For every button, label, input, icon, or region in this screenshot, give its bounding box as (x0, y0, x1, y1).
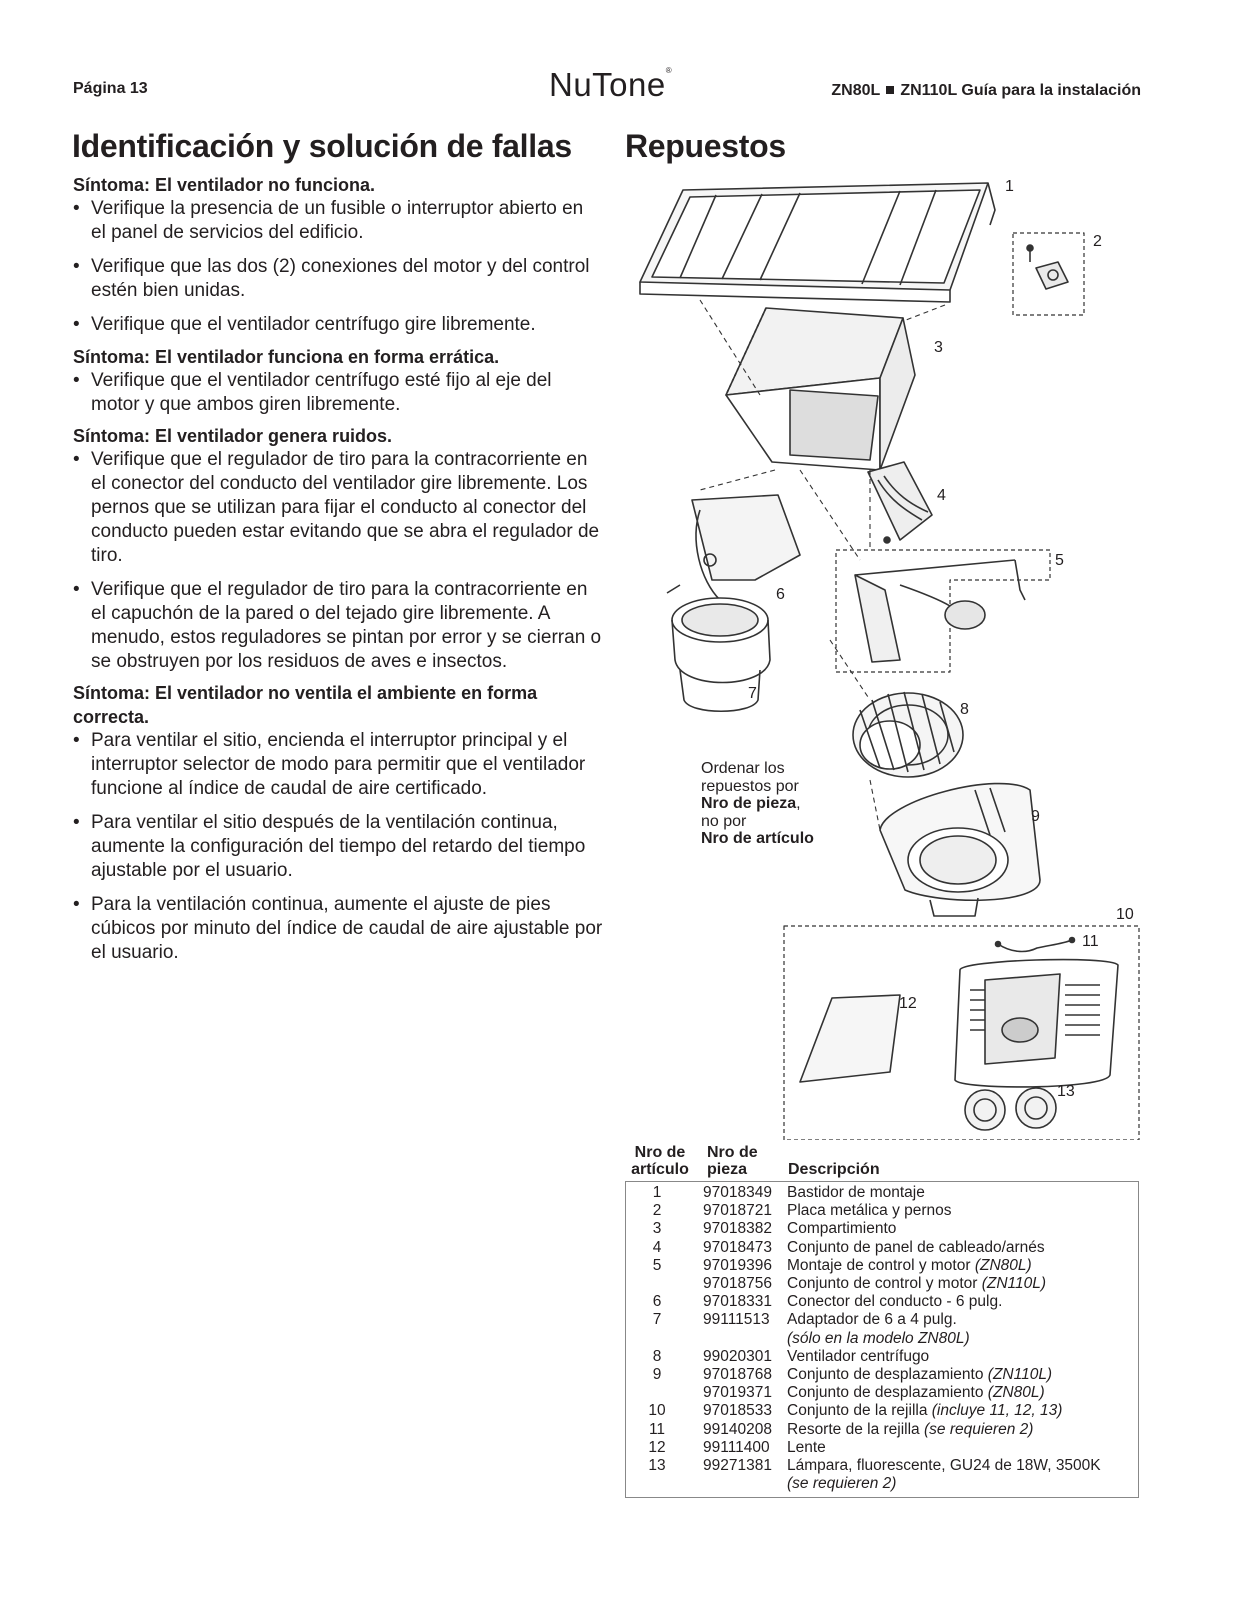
part-description (787, 1439, 826, 1457)
table-row (625, 1439, 1139, 1457)
symptom-4: Síntoma: El ventilador no ventila el ambiente en forma correcta. (73, 683, 538, 727)
part-description-text: Conector del conducto - 6 pulg. (787, 1293, 1003, 1311)
part-description-note: (ZN110L) (987, 1366, 1053, 1383)
part-description-note: (sólo en la modelo ZN80L) (787, 1329, 970, 1347)
document-title (831, 82, 1141, 100)
table-row (625, 1475, 1139, 1493)
table-row (625, 1239, 1139, 1257)
part-description-text: Adaptador de 6 a 4 pulg. (787, 1311, 957, 1329)
callout-11: 11 (1082, 933, 1099, 950)
table-row (625, 1366, 1139, 1384)
bullet-3-1: • Verifique que el regulador de tiro para la contracorriente en el conector del conducto del ventilador gire libremente. Los pernos que se utilizan para fijar el conducto al conector del conducto pueden estar evitando que se abra el regulador de tiro. (73, 448, 603, 568)
col-header-item-line-1: Nro de (634, 1144, 686, 1161)
part-description-text: Placa metálica y pernos (787, 1202, 952, 1220)
table-row (625, 1330, 1139, 1348)
part-description-text: Conjunto de desplazamiento (787, 1384, 988, 1402)
table-row (625, 1184, 1139, 1202)
part-lens (800, 995, 900, 1082)
part-description-note: (ZN80L) (987, 1384, 1045, 1402)
part-description-text: Conjunto de control y motor (787, 1275, 982, 1292)
part-number: 99020301 (703, 1347, 772, 1365)
part-number: 97018382 (703, 1220, 772, 1238)
col-header-part (707, 1144, 758, 1178)
part-description (787, 1202, 952, 1220)
part-description-text: Resorte de la rejilla (787, 1420, 924, 1438)
table-row (625, 1384, 1139, 1402)
order-note-part-number: Nro de pieza (701, 795, 797, 812)
part-description-note: (se requieren 2) (923, 1420, 1034, 1438)
order-note-line-3 (701, 795, 814, 813)
part-number: 99111513 (703, 1311, 770, 1329)
part-description (787, 1330, 970, 1348)
callout-4: 4 (937, 487, 946, 504)
part-description-note: (incluye 11, 12, 13) (931, 1402, 1063, 1420)
col-header-item-line-2: artículo (631, 1161, 689, 1178)
brand-logo (549, 66, 672, 104)
col-header-description: Descripción (788, 1161, 880, 1178)
part-description-text: Conjunto de la rejilla (787, 1402, 932, 1420)
table-row (625, 1257, 1139, 1275)
part-description (787, 1184, 925, 1202)
part-description (787, 1457, 1101, 1475)
part-plate-and-screws (1013, 233, 1084, 315)
part-description (787, 1257, 1032, 1275)
callout-3: 3 (934, 339, 943, 356)
order-note-line-2: repuestos por (701, 777, 799, 795)
part-description (787, 1475, 896, 1493)
callout-10: 10 (1116, 906, 1134, 923)
part-description-text: Compartimiento (787, 1220, 897, 1238)
item-number: 5 (652, 1256, 662, 1274)
item-number: 8 (652, 1347, 662, 1365)
bullet-4-1: • Para ventilar el sitio, encienda el interruptor principal y el interruptor selector de modo para permitir que el ventilador funcione al índice de caudal de aire certificado. (73, 729, 603, 801)
callout-9: 9 (1031, 808, 1040, 825)
callout-6: 6 (776, 586, 785, 603)
bullet-3-2: • Verifique que el regulador de tiro para la contracorriente en el capuchón de la pared o del tejado gire libremente. A menudo, estos reguladores se pintan por error y se cierran o se obstruyen por los residuos de aves e insectos. (73, 578, 603, 674)
part-number: 97019371 (703, 1384, 772, 1402)
part-duct-connector (667, 495, 800, 600)
part-description-text: Conjunto de desplazamiento (787, 1366, 988, 1383)
part-scroll-housing (880, 784, 1040, 916)
part-number: 97018473 (703, 1238, 772, 1256)
col-header-part-line-2: pieza (707, 1161, 748, 1178)
bullet-2-1: • Verifique que el ventilador centrífugo esté fijo al eje del motor y que ambos giren libremente. (73, 369, 603, 417)
part-wiring-panel (868, 462, 932, 543)
order-note (701, 760, 814, 848)
item-number: 4 (652, 1238, 662, 1256)
item-number: 13 (648, 1457, 666, 1474)
item-number: 11 (648, 1420, 666, 1438)
part-motor-and-control (836, 550, 1050, 672)
table-row (625, 1275, 1139, 1293)
part-number: 97018721 (703, 1202, 772, 1220)
item-number: 7 (652, 1311, 662, 1329)
table-row (625, 1311, 1139, 1329)
part-description-text: Montaje de control y motor (787, 1256, 975, 1274)
bullet-1-1: • Verifique la presencia de un fusible o interruptor abierto en el panel de servicios del edificio. (73, 197, 603, 245)
col-header-item (628, 1144, 692, 1178)
part-housing (726, 308, 915, 470)
part-number: 97018756 (703, 1275, 772, 1292)
part-description (787, 1220, 896, 1238)
exploded-parts-diagram (630, 175, 1150, 1140)
parts-title: Repuestos (625, 128, 786, 164)
part-number: 99111400 (703, 1438, 770, 1456)
troubleshooting-title: Identificación y solución de fallas (72, 128, 572, 164)
table-row (625, 1402, 1139, 1420)
part-description (787, 1239, 1045, 1257)
item-number: 12 (648, 1438, 666, 1456)
part-number: 97018349 (703, 1184, 772, 1201)
part-number: 99140208 (703, 1420, 772, 1438)
part-description-text: Bastidor de montaje (787, 1184, 925, 1201)
order-note-comma: , (796, 795, 801, 812)
item-number: 3 (652, 1220, 662, 1238)
item-number: 2 (652, 1202, 662, 1220)
part-description-note: (se requieren 2) (787, 1475, 897, 1493)
part-description (787, 1366, 1052, 1384)
item-number: 6 (652, 1293, 662, 1311)
part-blower-wheel (853, 692, 963, 777)
order-note-item-number: Nro de artículo (701, 830, 814, 847)
part-number: 97018768 (703, 1366, 772, 1383)
order-note-line-4: no por (701, 812, 747, 830)
bullet-4-3: • Para la ventilación continua, aumente el ajuste de pies cúbicos por minuto del índice de caudal de aire ajustable por el usuario. (73, 893, 603, 965)
part-description-note: (ZN110L) (981, 1275, 1047, 1292)
part-description (787, 1384, 1045, 1402)
table-row (625, 1421, 1139, 1439)
callout-7: 7 (748, 685, 757, 702)
part-description-text: Ventilador centrífugo (787, 1347, 930, 1365)
page-number: Página 13 (73, 80, 148, 97)
table-row (625, 1220, 1139, 1238)
table-row (625, 1202, 1139, 1220)
part-description-note: (ZN80L) (974, 1256, 1032, 1274)
callout-5: 5 (1055, 552, 1064, 569)
part-description (787, 1311, 957, 1329)
part-number: 97019396 (703, 1256, 772, 1274)
part-number: 97018331 (703, 1293, 772, 1311)
callout-2: 2 (1093, 233, 1102, 250)
part-description (787, 1275, 1046, 1293)
item-number: 1 (652, 1184, 662, 1201)
part-mounting-frame (640, 183, 995, 302)
table-row (625, 1293, 1139, 1311)
part-grille-springs (996, 938, 1075, 952)
table-row (625, 1457, 1139, 1475)
symptom-1: Síntoma: El ventilador no funciona. (73, 175, 376, 195)
item-number: 9 (652, 1366, 662, 1383)
col-header-part-line-1: Nro de (707, 1144, 758, 1161)
square-bullet-icon (886, 86, 894, 94)
part-number: 99271381 (703, 1457, 772, 1474)
bullet-1-2: • Verifique que las dos (2) conexiones del motor y del control estén bien unidas. (73, 255, 603, 303)
brand-name: NuTone (549, 66, 666, 103)
item-number: 10 (648, 1402, 666, 1420)
callout-1: 1 (1005, 178, 1014, 195)
part-description (787, 1402, 1062, 1420)
part-description-text: Lámpara, fluorescente, GU24 de 18W, 3500K (787, 1457, 1101, 1474)
symptom-3: Síntoma: El ventilador genera ruidos. (73, 426, 393, 446)
symptom-2: Síntoma: El ventilador funciona en forma errática. (73, 347, 500, 367)
part-description (787, 1421, 1033, 1439)
bullet-4-2: • Para ventilar el sitio después de la ventilación continua, aumente la configuración del tiempo del retardo del tiempo ajustable por el usuario. (73, 811, 603, 883)
order-note-line-1: Ordenar los (701, 760, 785, 777)
registered-mark: ® (665, 66, 673, 75)
part-description (787, 1348, 929, 1366)
part-lamps (965, 1088, 1056, 1130)
part-number: 97018533 (703, 1402, 772, 1420)
part-description-text: Conjunto de panel de cableado/arnés (787, 1238, 1045, 1256)
model-a: ZN80L (831, 82, 881, 99)
part-description (787, 1293, 1002, 1311)
table-row (625, 1348, 1139, 1366)
callout-13: 13 (1057, 1083, 1075, 1100)
part-description-text: Lente (787, 1438, 826, 1456)
model-b: ZN110L Guía para la instalación (900, 82, 1141, 99)
troubleshooting-list (73, 173, 603, 975)
callout-8: 8 (960, 701, 969, 718)
bullet-1-3: • Verifique que el ventilador centrífugo gire libremente. (73, 313, 603, 337)
callout-12: 12 (899, 995, 917, 1012)
